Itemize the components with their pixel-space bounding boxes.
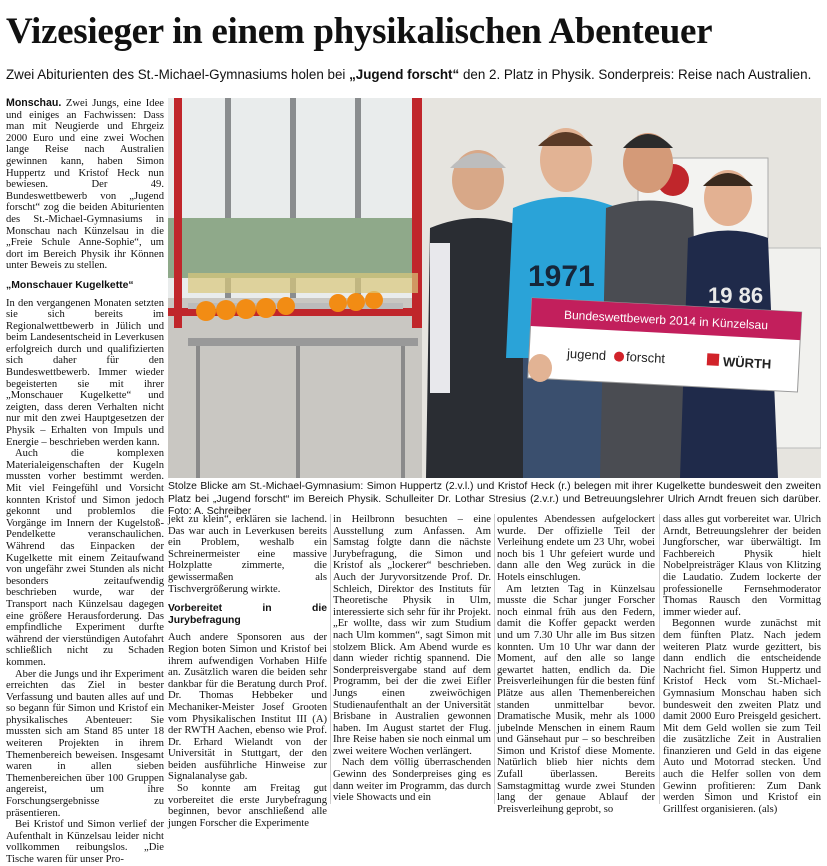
column-divider	[659, 514, 660, 804]
author-signature: (als)	[758, 803, 778, 815]
paragraph: dass alles gut vorbereitet war. Ulrich Arndt, Betreuungslehrer der beiden Jungforscher, war überwältigt. Im Fachbereich Physik hielt Nobelpreisträger Klaus von Klitzing die Laudatio. Zudem lockerte der professionelle Fernsehmoderator Thomas Rausch den Vormittag immer wieder auf.	[663, 514, 821, 618]
paragraph: jekt zu klein“, erklären sie lachend. Das war auch in Leverkusen bereits ein Problem, weshalb ein Schreinermeister eine massive Holzplatte zimmerte, die gewissermaßen als Tischvergrößerung wirkte.	[168, 514, 327, 595]
article-column-5	[663, 514, 821, 815]
paragraph: Auch andere Sponsoren aus der Region boten Simon und Kristof bei ihrem aufwendigen Vorhaben Hilfe an. Zusätzlich waren die beiden sehr dankbar für die Beratung durch Prof. Dr. Thomas Hebbeker und Mechaniker-Meister Josef Grooten vom Physikalischen Institut III (A) der RWTH Aachen, ebenso wie Prof. Dr. Erhard Wielandt von der Universität in Stuttgart, der den beiden ausführliche Hinweise zur Signalanalyse gab.	[168, 632, 327, 783]
banner-title: Bundeswettbewerb 2014 in Künzelsau	[563, 307, 769, 333]
paragraph: opulentes Abendessen aufgelockert wurde. Der offizielle Teil der Verleihung endete um 23 Uhr, wobei noch bis 1 Uhr gefeiert wurde und dann alle den Weg zurück in die Hotels einschlugen.	[497, 514, 655, 583]
subhead-post: den 2. Platz in Physik. Sonderpreis: Reise nach Australien.	[459, 67, 812, 82]
paragraph	[6, 98, 164, 272]
photo-caption: Stolze Blicke am St.-Michael-Gymnasium: Simon Huppertz (2.v.l.) und Kristof Heck (r.) belegen mit ihrer Kugelkette bundesweit den zweiten Platz bei „Jugend forscht“ im Bereich Physik. Schulleiter Dr. Lothar Stresius (2.v.r.) und Betreuungslehrer Ulrich Arndt freuen sich darüber. Foto: A. Schreiber	[168, 481, 821, 517]
headline: Vizesieger in einem physikalischen Abenteuer	[6, 11, 713, 52]
paragraph: Nach dem völlig überraschenden Gewinn des Sonderpreises ging es dann weiter im Programm, das durch viele Showacts und ein	[333, 757, 491, 804]
paragraph: Auch die komplexen Materialeigenschaften der Kugeln mussten vorher bestimmt werden. Mit viel Feingefühl und Vorsicht konnten Kristof und Simon jedoch gekonnt und problemlos die Vorgänge im Innern der Kugelstoß-Pendelkette veranschaulichen. Während das Einpacken der Kugelkette mit einem Zeitaufwand von ungefähr zwei Stunden als nicht besonders zeitaufwendig beschrieben wurde, war der Transport nach Künzelsau dagegen eine größere Herausforderung. Das empfindliche Experiment durfte während der vierstündigen Autofahrt schließlich nicht zu Schaden kommen.	[6, 448, 164, 668]
logo-jugend: jugend	[566, 345, 607, 363]
paragraph-text: Begonnen wurde zunächst mit dem fünften Platz. Nach jedem weiteren Platz wurde gezittert, bis dann endlich die entscheidende Nachricht fiel. Simon Huppertz und Kristof Heck vom St.-Michael-Gymnasium Monschau haben sich bundesweit den zweiten Platz und damit 2000 Euro Preisgeld gesichert. Mit dem Geld wollen sie zum Teil die zusätzliche Zeit in Australien finanzieren und Geld in das eigene Auto und Motorrad stecken. Und auch die Helfer sollen von dem Gewinn profitieren: Zum Dank werden Simon und Kristof ein Grillfest organisieren.	[663, 618, 821, 815]
paragraph: Am letzten Tag in Künzelsau musste die Schar junger Forscher noch einmal früh aus den Federn, damit die Koffer gepackt werden und um 7.30 Uhr alle im Bus sitzen konnten. Um 10 Uhr war dann der Moment, auf den alle so lange gewartet hatten, endlich da. Die Preisverleihungen für die besten fünf Plätze aus allen Themenbereichen standen unmittelbar bevor. Dramatische Musik, mehr als 1000 jubelnde Menschen in einem Raum und Gänsehaut pur – so beschreiben Simon und Kristof diese Momente. Natürlich blieb hier nichts dem Zufall überlassen. Bereits Samstagmittag wurde zwei Stunden lang der genaue Ablauf der Preisverleihung geprobt, so	[497, 583, 655, 815]
paragraph: In den vergangenen Monaten setzten sie sich bereits im Regionalwettbewerb in Jülich und beim Landesentscheid in Leverkusen erfolgreich durch und qualifizierten sich daher für den Bundeswettbewerb. Immer wieder begeisterten sie mit ihrer „Monschauer Kugelkette“ und zeigten, dass deren Verhalten nicht nur mit den zwei Hauptgesetzen der Physik – Erhalten von Impuls und Energie – beschrieben werden kann.	[6, 297, 164, 448]
logo-wuerth: WÜRTH	[722, 354, 772, 372]
article-photo	[168, 98, 821, 478]
paragraph: Bei Kristof und Simon verlief der Aufenthalt in Künzelsau leider nicht vollkommen reibungslos. „Die Tische waren für unser Pro-	[6, 819, 164, 865]
subhead-pre: Zwei Abiturienten des St.-Michael-Gymnasiums holen bei	[6, 67, 350, 82]
shirt-print-2: 19 86	[708, 283, 764, 308]
subhead-bold: „Jugend forscht“	[349, 67, 460, 82]
paragraph: Aber die Jungs und ihr Experiment erreichten das Ziel in bester Verfassung und bauten alles auf und so begann für Simon und Kristof ein physikalisches Abenteuer: Sie mussten sich am Stand 85 unter 18 weiteren Projekten in ihrem Themenbereich beweisen. Insgesamt waren in allen sieben Themenbereichen über 100 Gruppen angereist, um ihre Forschungsergebnisse zu präsentieren.	[6, 668, 164, 819]
paragraph: in Heilbronn besuchten – eine Ausstellung zum Anfassen. Am Samstag folgte dann die nächste Jurybefragung, die Simon und Kristof als „lockerer“ beschrieben. Auch der Juryvorsitzende Prof. Dr. Schleich, Direktor des Instituts für Theoretische Physik in Ulm, interessierte sich sehr für ihr Projekt. „Er wollte, dass wir zum Studium nach Ulm kommen“, sagt Simon mit stolzem Blick. Am Abend wurde es dann wieder richtig spannend. Die Sonderpreisvergabe stand auf dem Programm, bei der die zwei Eifler Jungs einen zweiwöchigen Studienaufenthalt an der Universität Brisbane in Australien gewonnen haben. Im August startet der Flug. Ihre Reise haben sie noch einmal um zwei weitere Wochen verlängert.	[333, 514, 491, 757]
article-column-4	[497, 514, 655, 815]
photo-illustration	[168, 98, 821, 478]
dateline: Monschau.	[6, 97, 62, 109]
column-divider	[330, 514, 331, 804]
subtitle: „Monschauer Kugelkette“	[6, 279, 134, 291]
article-column-3	[333, 514, 491, 804]
shirt-print: 1971	[528, 260, 595, 293]
subtitle: Vorbereitet in die Jurybefragung	[168, 603, 327, 626]
paragraph-text: Zwei Jungs, eine Idee und einiges an Fachwissen: Dass man mit Neugierde und Ehrgeiz 2000 Euro und eine zwei Wochen lange Reise nach Australien gewinnen kann, haben Simon Huppertz und Kristof Heck nun bewiesen. Der 49. Bundeswettbewerb von „Jugend forscht“ zog die beiden Abiturienten des St.-Michael-Gymnasiums in Monschau nach Künzelsau in die „Freie Schule Anne-Sophie“, um dort im Bereich Physik ihr Können unter Beweis zu stellen.	[6, 98, 164, 272]
column-divider	[494, 514, 495, 804]
article-column-2	[168, 514, 327, 829]
paragraph	[663, 618, 821, 815]
paragraph: So konnte am Freitag gut vorbereitet die erste Jurybefragung beginnen, bevor anschließend alle jungen Forscher die Experimente	[168, 783, 327, 829]
article-column-1	[6, 97, 164, 865]
logo-forscht: forscht	[625, 349, 666, 367]
subheadline	[6, 66, 821, 84]
